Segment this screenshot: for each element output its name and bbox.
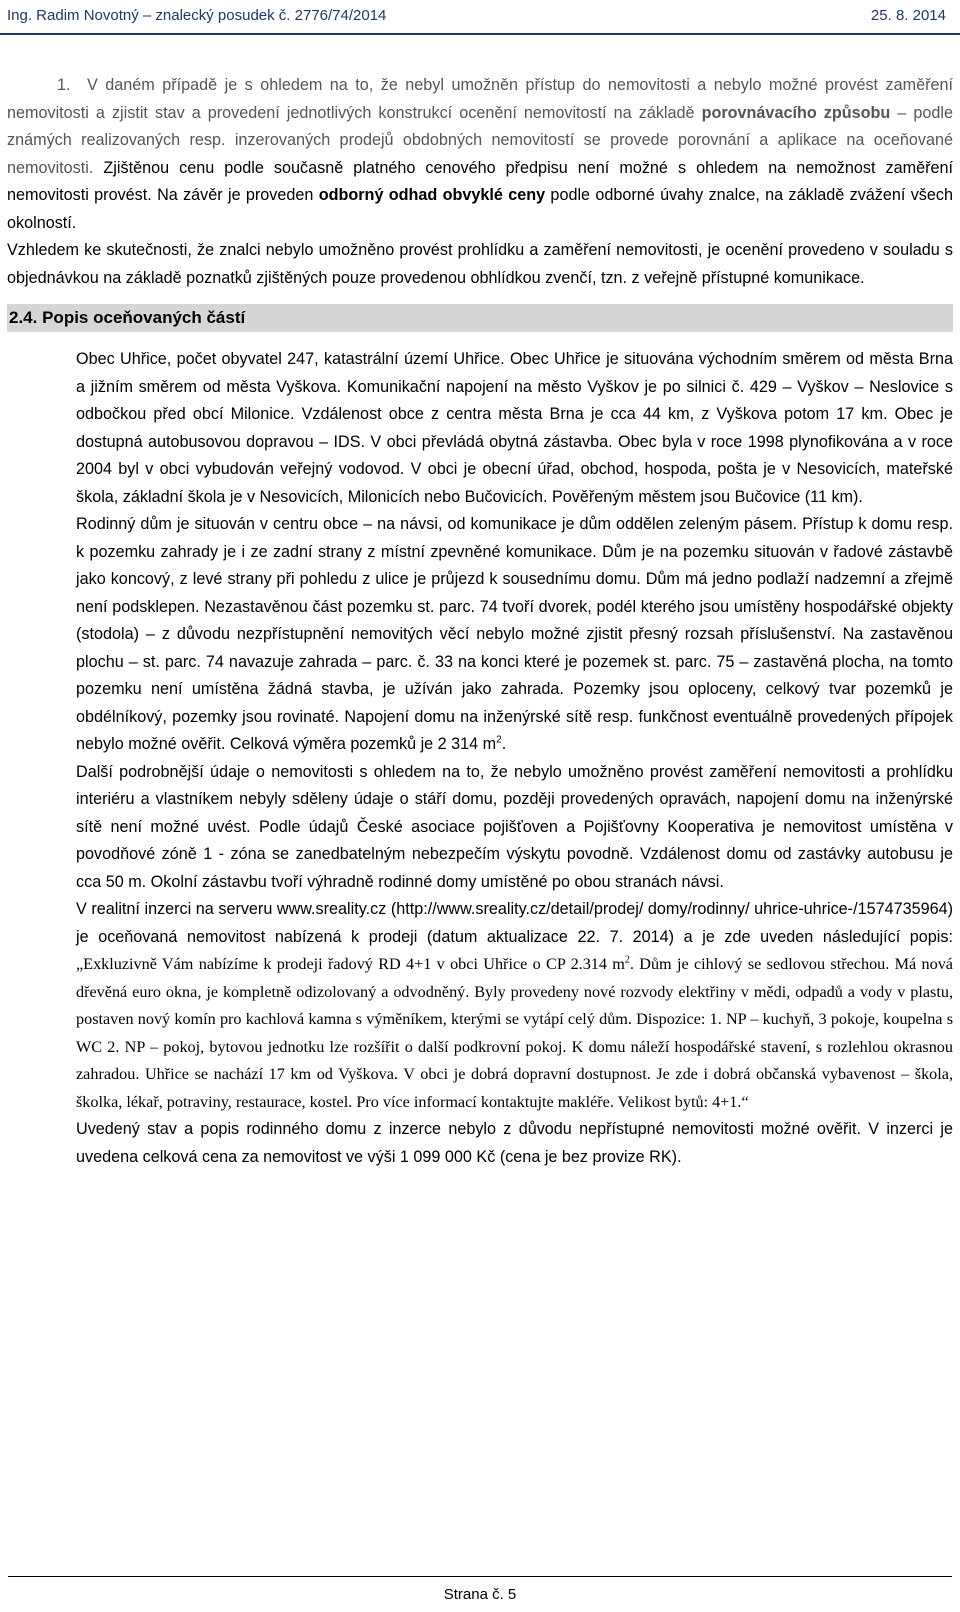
point-bold-estimate: odborný odhad obvyklé ceny [318,186,546,204]
section-title: Popis oceňovaných částí [42,308,246,327]
point-text-3: Zjištěnou cenu podle současně platného cenového předpisu není možné s ohledem na nemožnost zaměření nemovitosti provést. Na závěr je proveden [7,158,953,204]
advert-quote-rest: . Dům je cihlový se sedlovou střechou. Má nová dřevěná euro okna, je kompletně odizolovaný a odvodněný. Byly provedeny nové rozvody elektřiny v mědi, odpadů a vody v plastu, postaven nový komín pro kachlová kamna s výměníkem, kterými se vytápí celý dům. Dispozice: 1. NP – kuchyň, 3 pokoje, koupelna s WC 2. NP – pokoj, bytovou jednotku lze rozšířit o další podkrovní pokoj. K domu náleží hospodářské stavení, s rozlehlou okrasnou zahradou. Uhřice se nachází 17 km od Vyškova. V obci je dobrá dopravní dostupnost. Je zde i dobrá občanská vybavenost – škola, školka, lékař, potraviny, restaurace, kostel. Pro více informací kontaktujte makléře. Velikost bytů: 4+1.“ [76,955,953,1111]
paragraph-details: Další podrobnější údaje o nemovitosti s ohledem na to, že nebylo umožněno provést zaměření nemovitosti a prohlídku interiéru a vlastníkem nebyly sděleny údaje o stáří domu, později provedených opravách, napojení domu na inženýrské sítě není možné uvést. Podle údajů České asociace pojišťoven a Pojišťovny Kooperativa je nemovitost umístěna v povodňové zóně 1 - zóna se zanedbatelným nebezpečím výskytu povodně. Vzdálenost domu od zastávky autobusu je cca 50 m. Okolní zástavbu tvoří výhradně rodinné domy umístěné po obou stranách návsi. [76,762,953,891]
paragraph-conclusion: Uvedený stav a popis rodinného domu z inzerce nebylo z důvodu nepřístupné nemovitosti možné ověřit. V inzerci je uvedena celková cena za nemovitost ve výši 1 099 000 Kč (cena je bez provize RK). [76,1120,953,1166]
point-text-2: – podle známých realizovaných resp. inzerovaných prodejů obdobných nemovitostí se provede porovnání a aplikace na oceňované nemovitosti. [7,103,953,177]
paragraph-advert [76,896,953,1116]
advert-intro: V realitní inzerci na serveru www.sreality.cz (http://www.sreality.cz/detail/prodej/ domy/rodinny/ uhrice-uhrice-/1574735964) je oceňovaná nemovitost nabízená k prodeji (datum aktualizace 22. 7. 2014) a je zde uveden následující popis: [76,900,953,946]
point-text-1: V daném případě je s ohledem na to, že nebyl umožněn přístup do nemovitosti a nebylo možné provést zaměření nemovitosti a zjistit stav a provedení jednotlivých konstrukcí ocenění nemovitostí na základě [7,76,953,122]
header-date: 25. 8. 2014 [870,7,946,24]
advert-superscript: 2 [624,954,630,966]
numbered-point-1 [7,72,953,237]
section-heading [7,304,953,332]
house-superscript: 2 [496,734,502,746]
house-text: Rodinný dům je situován v centru obce – na návsi, od komunikace je dům oddělen zeleným pásem. Přístup k domu resp. k pozemku zahrady je i ze zadní strany z místní zpevněné komunikace. Dům je na pozemku situován v řadové zástavbě jako koncový, z levé strany při pohledu z ulice je průjezd k sousednímu domu. Dům má jedno podlaží nadzemní a zřejmě není podsklepen. Nezastavěnou část pozemku st. parc. 74 tvoří dvorek, podél kterého jsou umístěny hospodářské objekty (stodola) – z důvodu nezpřístupnění nemovitých věcí nebylo možné zjistit přesný rozsah příslušenství. Na zastavěnou plochu – st. parc. 74 navazuje zahrada – parc. č. 33 na konci které je pozemek st. parc. 75 – zastavěná plocha, na tomto pozemku není umístěna žádná stavba, je užíván jako zahrada. Pozemky jsou oploceny, celkový tvar pozemků je obdélníkový, pozemky jsou rovinaté. Napojení domu na inženýrské sítě resp. funkčnost eventuálně provedených přípojek nebylo možné ověřit. Celková výměra pozemků je 2 314 m [76,515,953,753]
advert-quote-start: „Exkluzivně Vám nabízíme k prodeji řadový RD 4+1 v obci Uhřice o CP 2.314 m [76,955,625,973]
section-content [7,346,953,1171]
page-header [0,0,960,36]
point-number: 1. [57,76,71,94]
footer-divider [8,1576,952,1577]
point-bold-method: porovnávacího způsobu [701,103,891,122]
document-body [7,72,953,1171]
point-text-4: podle odborné úvahy znalce, na základě zvážení všech okolností. [7,186,953,232]
header-title: Ing. Radim Novotný – znalecký posudek č. 2776/74/2014 [7,7,387,24]
paragraph-inspection: Vzhledem ke skutečnosti, že znalci nebylo umožněno provést prohlídku a zaměření nemovitosti, je ocenění provedeno v souladu s objednávkou na základě poznatků zjištěných pouze provedenou obhlídkou zvenčí, tzn. z veřejně přístupné komunikace. [7,241,953,287]
section-number: 2.4. [9,308,38,327]
paragraph-house [76,511,953,759]
house-end: . [501,735,507,753]
page-number: Strana č. 5 [443,1586,517,1603]
header-divider [0,33,960,35]
paragraph-village: Obec Uhřice, počet obyvatel 247, katastrální území Uhřice. Obec Uhřice je situována východním směrem od města Brna a jižním směrem od města Vyškova. Komunikační napojení na město Vyškov je po silnici č. 429 – Vyškov – Neslovice s odbočkou před obcí Milonice. Vzdálenost obce z centra města Brna je cca 44 km, z Vyškova potom 17 km. Obec je dostupná autobusovou dopravou – IDS. V obci převládá obytná zástavba. Obec byla v roce 1998 plynofikována a v roce 2004 byl v obci vybudován veřejný vodovod. V obci je obecní úřad, obchod, hospoda, pošta je v Nesovicích, mateřské škola, základní škola je v Nesovicích, Milonicích nebo Bučovicích. Pověřeným městem jsou Bučovice (11 km). [76,350,953,506]
